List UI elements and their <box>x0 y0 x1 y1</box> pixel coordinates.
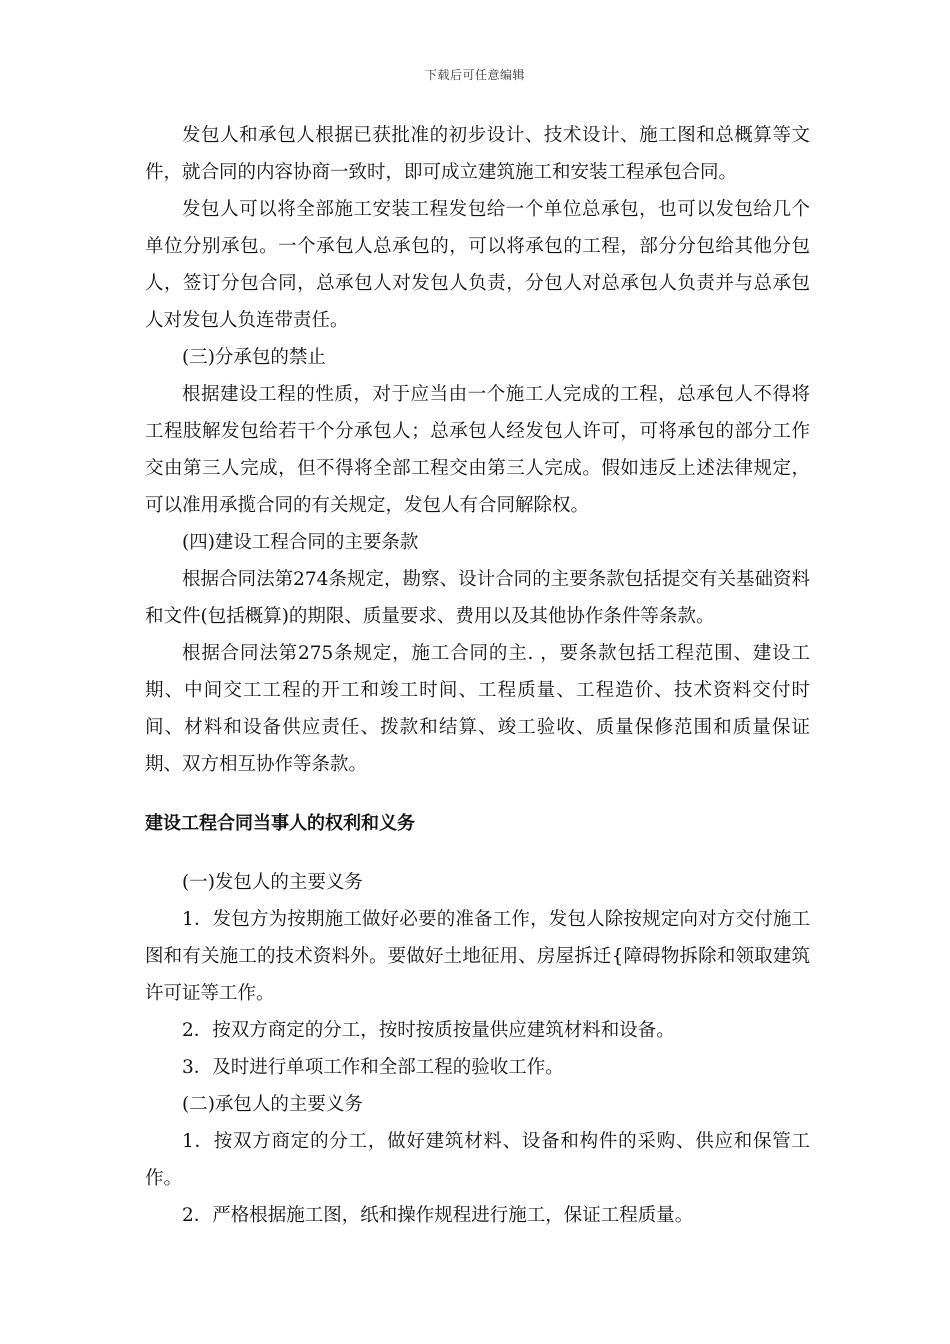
list-item-employer-3: 3．及时进行单项工作和全部工程的验收工作。 <box>182 1057 564 1078</box>
subheading-contractor-obligations: (二)承包人的主要义务 <box>182 1094 363 1115</box>
list-item-contractor-2: 2．严格根据施工图，纸和操作规程进行施工，保证工程质量。 <box>182 1205 694 1226</box>
paragraph-article-275: 根据合同法第275条规定，施工合同的主. ，要条款包括工程范围、建设工期、中间交工工程的开工和竣工时间、工程质量、工程造价、技术资料交付时间、材料和设备供应责任、拨款和结算、竣工验收、质量保修范围和质量保证期、双方相互协作等条款。 <box>145 643 810 775</box>
paragraph-contract-formation: 发包人和承包人根据已获批准的初步设计、技术设计、施工图和总概算等文件，就合同的内容协商一致时，即可成立建筑施工和安装工程承包合同。 <box>145 125 810 183</box>
subheading-subcontract-prohibition: (三)分承包的禁止 <box>182 347 326 368</box>
paragraph-subcontract-prohibition: 根据建设工程的性质，对于应当由一个施工人完成的工程，总承包人不得将工程肢解发包给若干个分承包人；总承包人经发包人许可，可将承包的部分工作交由第三人完成，但不得将全部工程交由第三人完成。假如违反上述法律规定，可以准用承揽合同的有关规定，发包人有合同解除权。 <box>145 384 810 516</box>
list-item-employer-2: 2．按双方商定的分工，按时按质按量供应建筑材料和设备。 <box>182 1020 675 1041</box>
subheading-main-clauses: (四)建设工程合同的主要条款 <box>182 532 419 553</box>
document-body <box>145 117 810 1234</box>
list-item-employer-1: 1．发包方为按期施工做好必要的准备工作，发包人除按规定向对方交付施工图和有关施工的技术资料外。要做好土地征用、房屋拆迁{障碍物拆除和领取建筑许可证等工作。 <box>145 909 810 1004</box>
subheading-employer-obligations: (一)发包人的主要义务 <box>182 872 363 893</box>
list-item-contractor-1: 1．按双方商定的分工，做好建筑材料、设备和构件的采购、供应和保管工作。 <box>145 1131 810 1189</box>
page-header: 下载后可任意编辑 <box>424 68 525 82</box>
paragraph-general-contracting: 发包人可以将全部施工安装工程发包给一个单位总承包，也可以发包给几个单位分别承包。一个承包人总承包的，可以将承包的工程，部分分包给其他分包人，签订分包合同，总承包人对发包人负责，分包人对总承包人负责并与总承包人对发包人负连带责任。 <box>145 199 810 331</box>
section-heading-rights-obligations: 建设工程合同当事人的权利和义务 <box>145 813 415 834</box>
paragraph-article-274: 根据合同法第274条规定，勘察、设计合同的主要条款包括提交有关基础资料和文件(包括概算)的期限、质量要求、费用以及其他协作条件等条款。 <box>145 569 810 627</box>
